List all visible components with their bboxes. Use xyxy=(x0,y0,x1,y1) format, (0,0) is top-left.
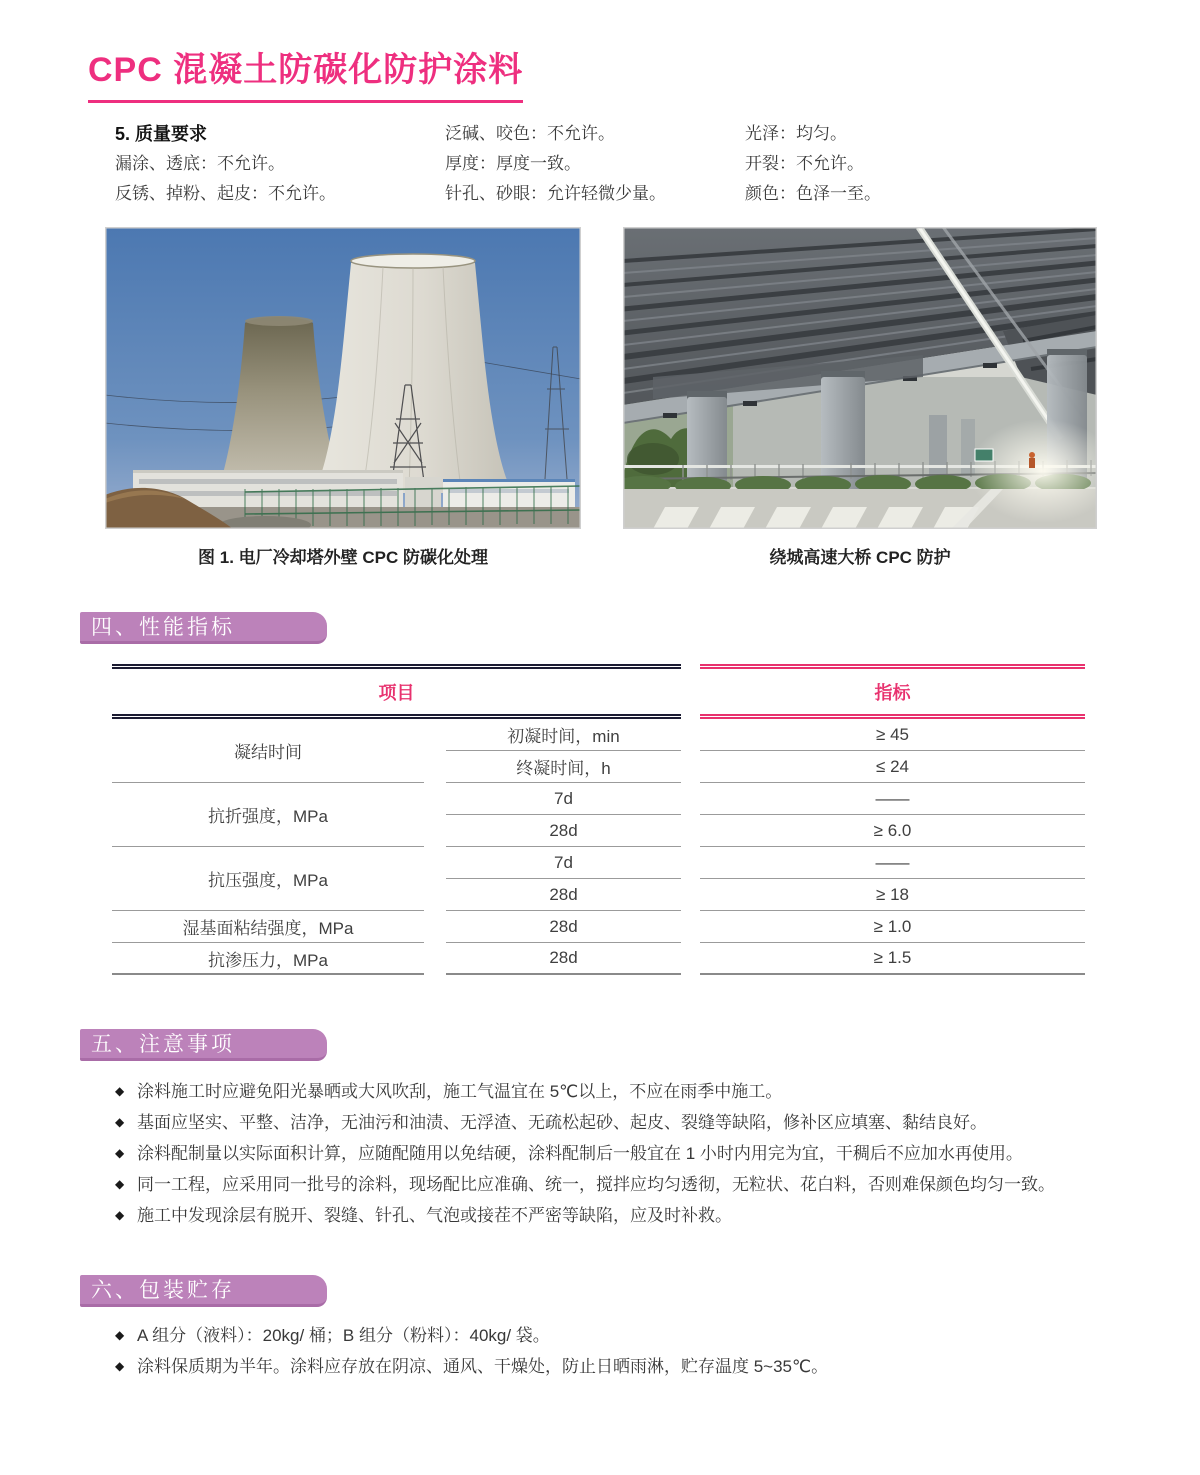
table-sub-cell: 初凝时间，min xyxy=(446,719,681,751)
table-sub-cell: 7d xyxy=(446,847,681,879)
notes-list xyxy=(115,1076,1200,1231)
figure-right xyxy=(623,227,1097,529)
section-banner-notes: 五、注意事项 xyxy=(80,1029,327,1061)
diamond-bullet-icon: ◆ xyxy=(115,1328,125,1342)
packaging-text: 涂料保质期为半年。涂料应存放在阴凉、通风、干燥处，防止日晒雨淋，贮存温度 5~35℃。 xyxy=(137,1357,829,1376)
table-sub-cell: 28d xyxy=(446,815,681,847)
page-title: CPC 混凝土防碳化防护涂料 xyxy=(88,42,523,103)
quality-column-3 xyxy=(745,119,1075,209)
quality-requirements xyxy=(115,119,1200,209)
quality-line: 开裂：不允许。 xyxy=(745,154,864,173)
table-value-cell: ≥ 45 xyxy=(700,719,1085,751)
table-value-cell: ≥ 1.5 xyxy=(700,943,1085,975)
quality-line: 光泽：均匀。 xyxy=(745,124,847,143)
performance-table xyxy=(112,664,1085,975)
caption-row xyxy=(105,543,1200,568)
figure-caption-left: 图 1. 电厂冷却塔外壁 CPC 防碳化处理 xyxy=(198,548,488,567)
quality-column-2 xyxy=(445,119,745,209)
table-category-cell: 抗渗压力，MPa xyxy=(112,943,424,975)
quality-line: 厚度：厚度一致。 xyxy=(445,154,581,173)
performance-table-body xyxy=(112,719,1085,975)
table-category-cell: 抗压强度，MPa xyxy=(112,847,424,911)
section-banner-performance: 四、性能指标 xyxy=(80,612,327,644)
quality-line: 反锈、掉粉、起皮：不允许。 xyxy=(115,184,336,203)
note-text: 基面应坚实、平整、洁净，无油污和油渍、无浮渣、无疏松起砂、起皮、裂缝等缺陷，修补区应填塞、黏结良好。 xyxy=(137,1113,987,1132)
note-item xyxy=(115,1076,1200,1107)
diamond-bullet-icon: ◆ xyxy=(115,1115,125,1129)
note-text: 涂料配制量以实际面积计算，应随配随用以免结硬，涂料配制后一般宜在 1 小时内用完为宜，干稠后不应加水再使用。 xyxy=(137,1144,1023,1163)
section-banner-packaging: 六、包装贮存 xyxy=(80,1275,327,1307)
performance-table-header xyxy=(112,664,1085,719)
table-category-cell: 凝结时间 xyxy=(112,719,424,783)
table-sub-cell: 28d xyxy=(446,879,681,911)
table-value-cell: ≥ 6.0 xyxy=(700,815,1085,847)
note-text: 施工中发现涂层有脱开、裂缝、针孔、气泡或接茬不严密等缺陷，应及时补救。 xyxy=(137,1206,732,1225)
quality-column-1 xyxy=(115,119,445,209)
table-header-index: 指标 xyxy=(700,664,1085,719)
table-category-cell: 湿基面粘结强度，MPa xyxy=(112,911,424,943)
figure-row xyxy=(105,227,1200,529)
diamond-bullet-icon: ◆ xyxy=(115,1359,125,1373)
quality-heading: 5. 质量要求 xyxy=(115,124,208,144)
note-text: 涂料施工时应避免阳光暴晒或大风吹刮，施工气温宜在 5℃以上，不应在雨季中施工。 xyxy=(137,1082,783,1101)
figure-caption-right: 绕城高速大桥 CPC 防护 xyxy=(769,548,951,567)
quality-line: 泛碱、咬色：不允许。 xyxy=(445,124,615,143)
diamond-bullet-icon: ◆ xyxy=(115,1084,125,1098)
packaging-item xyxy=(115,1351,1200,1382)
table-category-cell: 抗折强度，MPa xyxy=(112,783,424,847)
bridge-underside-photo xyxy=(623,227,1097,529)
diamond-bullet-icon: ◆ xyxy=(115,1177,125,1191)
table-sub-cell: 28d xyxy=(446,943,681,975)
table-value-cell: —— xyxy=(700,847,1085,879)
note-item xyxy=(115,1200,1200,1231)
table-value-cell: ≤ 24 xyxy=(700,751,1085,783)
cooling-towers-photo xyxy=(105,227,581,529)
figure-left xyxy=(105,227,581,529)
table-sub-cell: 7d xyxy=(446,783,681,815)
table-header-item: 项目 xyxy=(112,664,681,719)
diamond-bullet-icon: ◆ xyxy=(115,1208,125,1222)
packaging-text: A 组分（液料）：20kg/ 桶；B 组分（粉料）：40kg/ 袋。 xyxy=(137,1326,550,1345)
table-value-cell: ≥ 1.0 xyxy=(700,911,1085,943)
table-value-cell: —— xyxy=(700,783,1085,815)
table-sub-cell: 终凝时间，h xyxy=(446,751,681,783)
table-value-cell: ≥ 18 xyxy=(700,879,1085,911)
note-text: 同一工程，应采用同一批号的涂料，现场配比应准确、统一，搅拌应均匀透彻，无粒状、花白料，否则难保颜色均匀一致。 xyxy=(137,1175,1055,1194)
quality-line: 漏涂、透底：不允许。 xyxy=(115,154,285,173)
packaging-list xyxy=(115,1320,1200,1382)
quality-line: 针孔、砂眼：允许轻微少量。 xyxy=(445,184,666,203)
note-item xyxy=(115,1169,1200,1200)
note-item xyxy=(115,1138,1200,1169)
table-sub-cell: 28d xyxy=(446,911,681,943)
diamond-bullet-icon: ◆ xyxy=(115,1146,125,1160)
quality-line: 颜色：色泽一至。 xyxy=(745,184,881,203)
note-item xyxy=(115,1107,1200,1138)
packaging-item xyxy=(115,1320,1200,1351)
